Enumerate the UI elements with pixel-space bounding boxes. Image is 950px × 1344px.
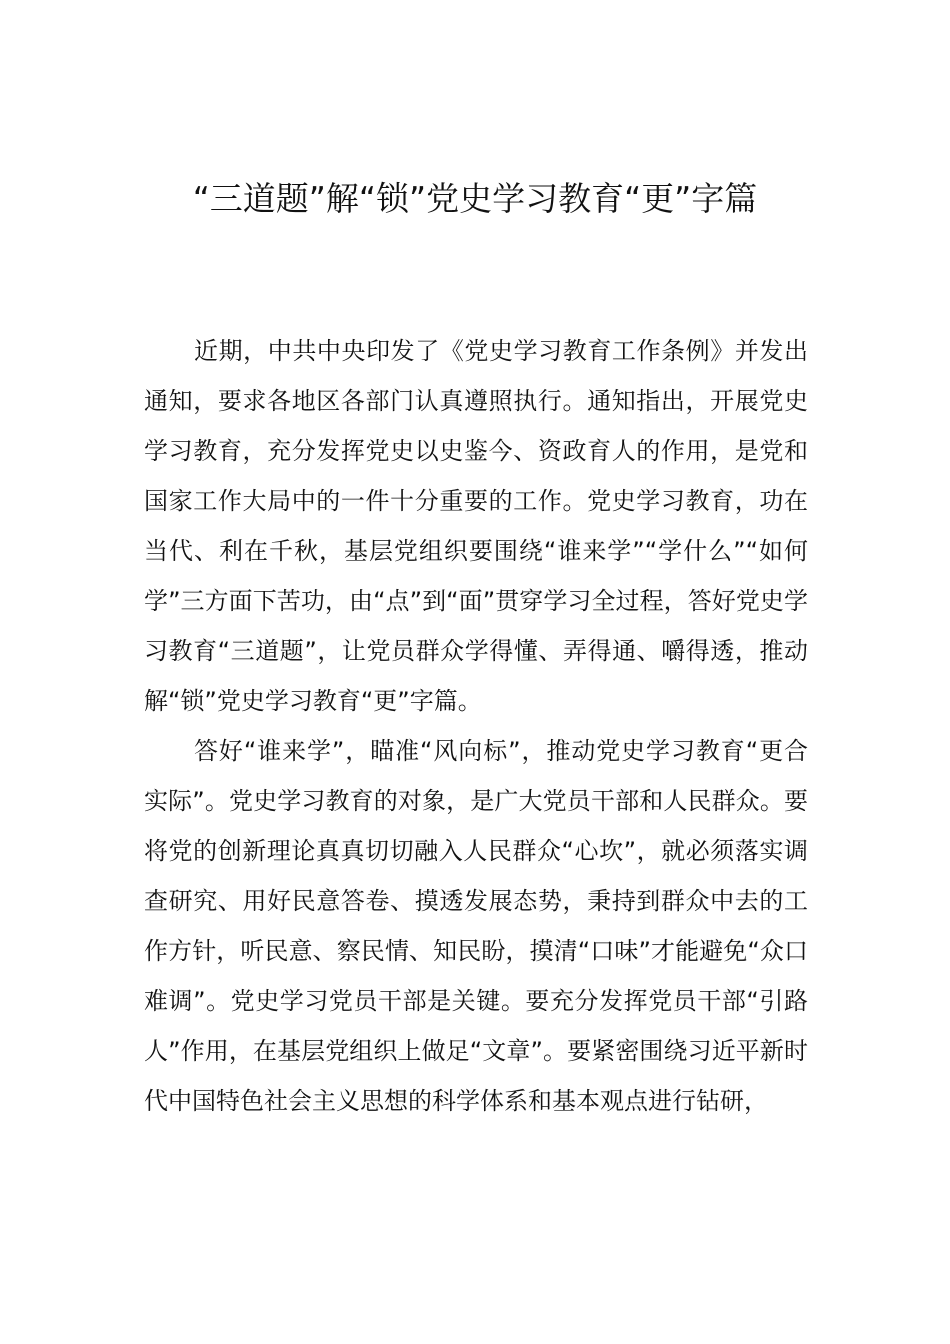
body-paragraph: 答好“谁来学”，瞄准“风向标”，推动党史学习教育“更合实际”。党史学习教育的对象，是广大党员干部和人民群众。要将党的创新理论真真切切融入人民群众“心坎”，就必须落实调查研究、用好民意答卷、摸透发展态势，秉持到群众中去的工作方针，听民意、察民情、知民盼，摸清“口味”才能避免“众口难调”。党史学习党员干部是关键。要充分发挥党员干部“引路人”作用，在基层党组织上做足“文章”。要紧密围绕习近平新时代中国特色社会主义思想的科学体系和基本观点进行钻研， [144,737,808,1115]
body-paragraph: 近期，中共中央印发了《党史学习教育工作条例》并发出通知，要求各地区各部门认真遵照执行。通知指出，开展党史学习教育，充分发挥党史以史鉴今、资政育人的作用，是党和国家工作大局中的一件十分重要的工作。党史学习教育，功在当代、利在千秋，基层党组织要围绕“谁来学”“学什么”“如何学”三方面下苦功，由“点”到“面”贯穿学习全过程，答好党史学习教育“三道题”，让党员群众学得懂、弄得通、嚼得透，推动解“锁”党史学习教育“更”字篇。 [144,337,808,715]
document-body [144,326,808,1126]
document-title: “三道题”解“锁”党史学习教育“更”字篇 [192,179,758,218]
